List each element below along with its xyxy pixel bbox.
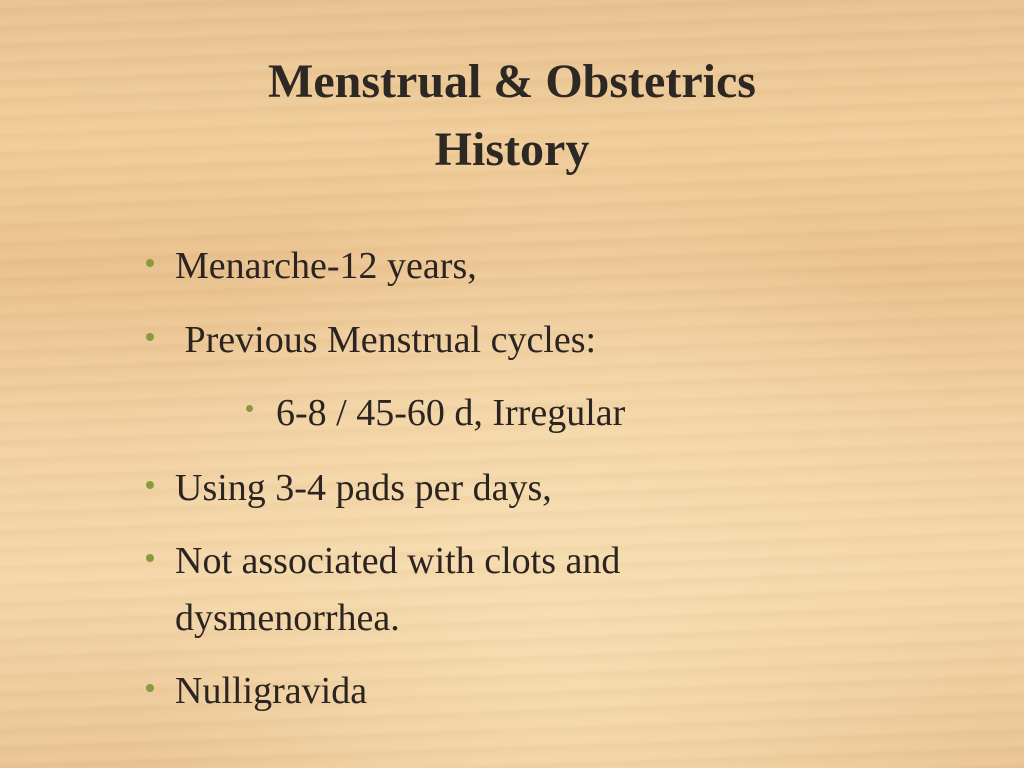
bullet-dot-icon [146, 259, 154, 267]
sub-bullet-dot-icon [246, 405, 253, 412]
bullet-item-clots-line-2: dysmenorrhea. [175, 597, 400, 639]
slide-title-line-1: Menstrual & Obstetrics [268, 55, 756, 108]
slide-title [112, 48, 912, 184]
sub-bullet-item-cycle-detail: 6-8 / 45-60 d, Irregular [276, 392, 626, 434]
bullet-item-clots-line-1: Not associated with clots and [175, 540, 621, 582]
bullet-dot-icon [146, 333, 154, 341]
slide-title-line-2: History [434, 123, 590, 176]
bullet-item-previous-cycles: Previous Menstrual cycles: [175, 319, 597, 361]
bullet-item-nulligravida: Nulligravida [175, 670, 368, 712]
bullet-dot-icon [146, 554, 154, 562]
bullet-dot-icon [146, 684, 154, 692]
bullet-item-pads: Using 3-4 pads per days, [175, 467, 552, 509]
bullet-dot-icon [146, 481, 154, 489]
bullet-item-menarche: Menarche-12 years, [175, 245, 477, 287]
